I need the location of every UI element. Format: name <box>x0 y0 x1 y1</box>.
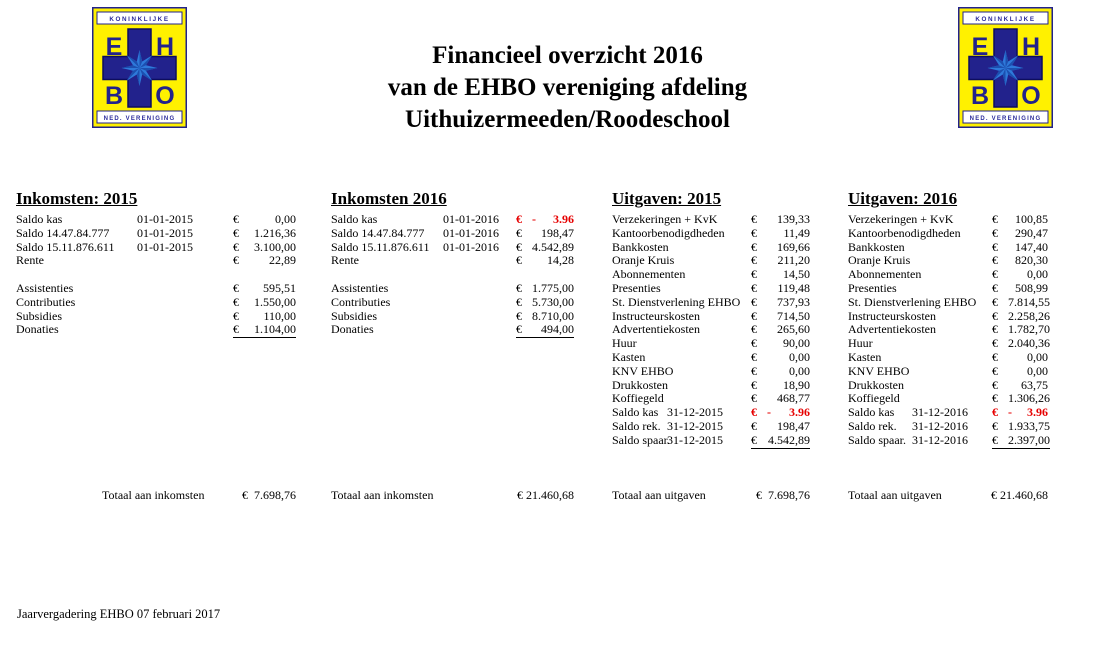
row-label: Oranje Kruis <box>848 253 911 268</box>
ehbo-logo-right <box>958 7 1053 128</box>
row-label: Contributies <box>331 294 391 309</box>
table-row <box>612 337 810 351</box>
row-value: 0,00 <box>1027 267 1048 282</box>
row-label: Verzekeringen + KvK <box>848 212 954 226</box>
table-row <box>612 434 810 448</box>
currency-symbol: € <box>992 212 998 226</box>
table-row <box>612 365 810 379</box>
table-row <box>16 310 296 324</box>
total-value: € 21.460,68 <box>517 488 574 502</box>
row-label: KNV EHBO <box>848 363 910 378</box>
row-value: 8.710,00 <box>532 308 574 323</box>
table-row <box>848 365 1048 379</box>
table-row <box>331 323 574 337</box>
currency-symbol: € <box>751 308 757 323</box>
table-row <box>331 241 574 255</box>
minus-sign: - <box>767 405 771 420</box>
currency-symbol: € <box>516 308 522 323</box>
row-value: 508,99 <box>1015 280 1048 295</box>
row-label: Instructeurskosten <box>848 308 936 323</box>
row-value: 0,00 <box>789 349 810 364</box>
minus-sign: - <box>1008 405 1012 420</box>
row-value: 198,47 <box>777 418 810 433</box>
row-label: Saldo kas <box>612 405 659 420</box>
row-value: 2.258,26 <box>1008 308 1050 323</box>
row-label: Verzekeringen + KvK <box>612 212 718 226</box>
column-inkomsten-2016 <box>331 189 574 502</box>
row-label: Koffiegeld <box>848 391 900 406</box>
column-header: Uitgaven: 2015 <box>612 189 722 208</box>
row-value: 737,93 <box>777 294 810 309</box>
row-value: 22,89 <box>269 253 296 268</box>
row-value: 1.775,00 <box>532 280 574 295</box>
row-label: Saldo spaar. <box>612 432 670 447</box>
row-label: Saldo kas <box>331 212 378 226</box>
row-label: Koffiegeld <box>612 391 664 406</box>
table-row <box>612 268 810 282</box>
row-value: 0,00 <box>1027 349 1048 364</box>
row-label: Subsidies <box>16 308 63 323</box>
row-label: Saldo 15.11.876.611 <box>331 239 430 254</box>
currency-symbol: € <box>516 239 522 254</box>
logo-letter-b: B <box>970 82 990 110</box>
spacer-row <box>331 268 574 282</box>
currency-symbol: € <box>751 391 757 406</box>
row-label: Saldo rek. <box>612 418 661 433</box>
row-value: 1.933,75 <box>1008 418 1050 433</box>
table-row <box>612 323 810 337</box>
currency-symbol: € <box>516 253 522 268</box>
row-value: 4.542,89 <box>768 432 810 447</box>
table-row <box>848 323 1048 337</box>
logo-letter-o: O <box>1021 82 1041 110</box>
table-row <box>848 379 1048 393</box>
table-row <box>331 227 574 241</box>
table-row <box>848 227 1048 241</box>
table-row <box>612 254 810 268</box>
row-label: Advertentiekosten <box>612 322 700 337</box>
row-label: Donaties <box>331 322 374 337</box>
row-label: St. Dienstverlening EHBO <box>612 294 741 309</box>
row-value: 1.550,00 <box>254 294 296 309</box>
row-label: Drukkosten <box>612 377 668 392</box>
row-label: Rente <box>16 253 44 268</box>
table-row <box>848 420 1048 434</box>
table-row <box>612 406 810 420</box>
column-inkomsten-2015 <box>16 189 296 502</box>
minus-sign: - <box>532 212 536 226</box>
table-row <box>331 282 574 296</box>
total-row <box>331 488 574 502</box>
currency-symbol: € <box>516 212 522 226</box>
total-label: Totaal aan inkomsten <box>331 488 434 502</box>
row-label: Saldo 14.47.84.777 <box>331 225 425 240</box>
column-header: Inkomsten 2016 <box>331 189 447 208</box>
row-value: 1.104,00 <box>249 323 296 338</box>
currency-symbol: € <box>751 405 757 420</box>
row-value: 714,50 <box>777 308 810 323</box>
table-row <box>848 254 1048 268</box>
row-value: 18,90 <box>783 377 810 392</box>
currency-symbol: € <box>992 253 998 268</box>
row-value: 0,00 <box>789 363 810 378</box>
row-value <box>1008 406 1048 420</box>
table-row <box>16 296 296 310</box>
row-date: 01-01-2016 <box>443 239 499 254</box>
row-value: 0,00 <box>275 212 296 226</box>
currency-symbol: € <box>233 323 249 338</box>
table-row <box>848 241 1048 255</box>
currency-symbol: € <box>751 434 767 449</box>
table-row <box>16 254 296 268</box>
currency-symbol: € <box>751 377 757 392</box>
row-value: 63,75 <box>1021 377 1048 392</box>
table-row <box>331 254 574 268</box>
row-label: Saldo rek. <box>848 418 897 433</box>
row-label: Assistenties <box>331 280 389 295</box>
currency-symbol: € <box>992 391 998 406</box>
row-value: 11,49 <box>783 225 810 240</box>
currency-symbol: € <box>992 308 998 323</box>
currency-symbol: € <box>233 212 239 226</box>
row-date: 31-12-2016 <box>912 418 968 433</box>
row-value: 3.100,00 <box>254 239 296 254</box>
total-row <box>16 488 296 502</box>
total-value: € 7.698,76 <box>756 488 810 502</box>
row-date: 01-01-2015 <box>137 225 193 240</box>
table-row <box>848 392 1048 406</box>
row-label: Advertentiekosten <box>848 322 936 337</box>
page-title-line-1: Financieel overzicht 2016 <box>432 42 703 69</box>
row-value: 100,85 <box>1015 212 1048 226</box>
currency-symbol: € <box>992 349 998 364</box>
row-value: 139,33 <box>777 212 810 226</box>
currency-symbol: € <box>751 363 757 378</box>
currency-symbol: € <box>751 253 757 268</box>
currency-symbol: € <box>751 418 757 433</box>
row-label: Donaties <box>16 322 59 337</box>
total-value: € 21.460,68 <box>991 488 1048 502</box>
currency-symbol: € <box>992 294 998 309</box>
logo-letter-e: E <box>971 33 989 61</box>
row-label: Abonnementen <box>612 267 686 282</box>
table-row <box>612 296 810 310</box>
currency-symbol: € <box>516 225 522 240</box>
currency-symbol: € <box>992 363 998 378</box>
table-row <box>612 213 810 227</box>
logo-letter-e: E <box>105 33 123 61</box>
logo-letter-b: B <box>104 82 124 110</box>
currency-symbol: € <box>233 294 239 309</box>
column-header: Inkomsten: 2015 <box>16 189 138 208</box>
currency-symbol: € <box>233 253 239 268</box>
table-row <box>331 310 574 324</box>
row-value-number: 3.96 <box>789 405 810 420</box>
table-row <box>16 323 296 337</box>
row-value: 494,00 <box>532 323 574 338</box>
page-title-line-3: Uithuizermeeden/Roodeschool <box>405 106 730 133</box>
currency-symbol: € <box>992 239 998 254</box>
row-date: 01-01-2015 <box>137 239 193 254</box>
currency-symbol: € <box>751 280 757 295</box>
row-value: 5.730,00 <box>532 294 574 309</box>
currency-symbol: € <box>751 322 757 337</box>
column-uitgaven-2016 <box>848 189 1050 502</box>
row-value: 1.306,26 <box>1008 391 1050 406</box>
total-label: Totaal aan inkomsten <box>102 488 205 502</box>
table-row <box>331 213 574 227</box>
table-row <box>848 282 1048 296</box>
row-date: 01-01-2016 <box>443 225 499 240</box>
row-label: Presenties <box>848 280 897 295</box>
row-label: Assistenties <box>16 280 74 295</box>
row-value: 468,77 <box>777 391 810 406</box>
row-value: 0,00 <box>1027 363 1048 378</box>
row-value-number: 3.96 <box>1027 405 1048 420</box>
row-value: 14,28 <box>547 253 574 268</box>
spacer-row <box>16 268 296 282</box>
table-row <box>848 296 1048 310</box>
total-label: Totaal aan uitgaven <box>612 488 706 502</box>
currency-symbol: € <box>992 434 1008 449</box>
table-row <box>848 351 1048 365</box>
table-row <box>848 434 1048 448</box>
row-label: Saldo 15.11.876.611 <box>16 239 115 254</box>
currency-symbol: € <box>992 336 998 351</box>
row-value: 169,66 <box>777 239 810 254</box>
logo-letter-o: O <box>155 82 175 110</box>
ehbo-logo-icon <box>92 7 187 128</box>
currency-symbol: € <box>516 323 532 338</box>
row-label: Huur <box>612 336 637 351</box>
table-row <box>16 213 296 227</box>
currency-symbol: € <box>992 377 998 392</box>
currency-symbol: € <box>751 267 757 282</box>
logo-top-band-text: KONINKLIJKE <box>975 16 1036 23</box>
row-value: 198,47 <box>541 225 574 240</box>
row-date: 01-01-2016 <box>443 212 499 226</box>
table-row <box>16 241 296 255</box>
column-header: Uitgaven: 2016 <box>848 189 958 208</box>
currency-symbol: € <box>233 225 239 240</box>
row-date: 31-12-2015 <box>667 405 723 420</box>
currency-symbol: € <box>751 239 757 254</box>
row-value: 1.782,70 <box>1008 322 1050 337</box>
row-value: 110,00 <box>263 308 296 323</box>
row-label: Subsidies <box>331 308 378 323</box>
row-label: Kantoorbenodigdheden <box>848 225 961 240</box>
row-value: 265,60 <box>777 322 810 337</box>
row-value: 147,40 <box>1015 239 1048 254</box>
row-label: Saldo spaar. <box>848 432 906 447</box>
row-date: 01-01-2015 <box>137 212 193 226</box>
row-value: 595,51 <box>263 280 296 295</box>
total-label: Totaal aan uitgaven <box>848 488 942 502</box>
row-value: 211,20 <box>777 253 810 268</box>
table-row <box>612 282 810 296</box>
row-value: 90,00 <box>783 336 810 351</box>
currency-symbol: € <box>516 280 522 295</box>
table-row <box>612 379 810 393</box>
row-value: 290,47 <box>1015 225 1048 240</box>
row-value <box>532 213 574 227</box>
currency-symbol: € <box>233 308 239 323</box>
currency-symbol: € <box>751 225 757 240</box>
logo-letter-h: H <box>1021 33 1041 61</box>
table-row <box>848 268 1048 282</box>
total-row <box>848 488 1048 502</box>
currency-symbol: € <box>992 225 998 240</box>
table-row <box>612 351 810 365</box>
currency-symbol: € <box>992 405 998 420</box>
row-label: Drukkosten <box>848 377 904 392</box>
total-value: € 7.698,76 <box>242 488 296 502</box>
currency-symbol: € <box>751 294 757 309</box>
row-value: 14,50 <box>783 267 810 282</box>
logo-bottom-band-text: NED. VERENIGING <box>103 116 176 122</box>
row-label: Saldo kas <box>848 405 895 420</box>
logo-top-band-text: KONINKLIJKE <box>109 16 170 23</box>
row-value: 2.040,36 <box>1008 336 1050 351</box>
row-value: 2.397,00 <box>1008 432 1050 447</box>
row-value: 119,48 <box>777 280 810 295</box>
row-value: 820,30 <box>1015 253 1048 268</box>
row-label: KNV EHBO <box>612 363 674 378</box>
row-label: Bankkosten <box>848 239 905 254</box>
table-row <box>612 392 810 406</box>
currency-symbol: € <box>233 239 239 254</box>
logo-letter-h: H <box>155 33 175 61</box>
currency-symbol: € <box>992 280 998 295</box>
row-label: Rente <box>331 253 359 268</box>
table-row <box>848 213 1048 227</box>
row-value: 7.814,55 <box>1008 294 1050 309</box>
row-label: St. Dienstverlening EHBO <box>848 294 977 309</box>
row-date: 31-12-2016 <box>912 405 968 420</box>
row-label: Kantoorbenodigdheden <box>612 225 725 240</box>
ehbo-logo-left <box>92 7 187 128</box>
currency-symbol: € <box>751 336 757 351</box>
row-date: 31-12-2016 <box>912 432 968 447</box>
currency-symbol: € <box>992 267 998 282</box>
ehbo-logo-icon <box>958 7 1053 128</box>
table-row <box>612 241 810 255</box>
row-date: 31-12-2015 <box>667 432 723 447</box>
row-value: 4.542,89 <box>532 239 574 254</box>
table-row <box>331 296 574 310</box>
row-label: Instructeurskosten <box>612 308 700 323</box>
table-row <box>848 406 1048 420</box>
currency-symbol: € <box>516 294 522 309</box>
row-date: 31-12-2015 <box>667 418 723 433</box>
currency-symbol: € <box>751 212 757 226</box>
row-label: Saldo kas <box>16 212 63 226</box>
row-label: Contributies <box>16 294 76 309</box>
column-uitgaven-2015 <box>612 189 810 502</box>
table-row <box>848 337 1048 351</box>
row-label: Huur <box>848 336 873 351</box>
row-label: Bankkosten <box>612 239 669 254</box>
row-label: Saldo 14.47.84.777 <box>16 225 110 240</box>
table-row <box>612 227 810 241</box>
table-row <box>612 310 810 324</box>
table-row <box>848 310 1048 324</box>
row-value-number: 3.96 <box>553 212 574 226</box>
currency-symbol: € <box>233 280 239 295</box>
row-label: Kasten <box>612 349 646 364</box>
row-label: Oranje Kruis <box>612 253 675 268</box>
row-value: 1.216,36 <box>254 225 296 240</box>
currency-symbol: € <box>992 418 998 433</box>
row-value <box>767 406 810 420</box>
row-label: Kasten <box>848 349 882 364</box>
logo-bottom-band-text: NED. VERENIGING <box>969 116 1042 122</box>
page-title <box>285 40 850 136</box>
footer-note: Jaarvergadering EHBO 07 februari 2017 <box>17 607 221 621</box>
currency-symbol: € <box>751 349 757 364</box>
row-label: Presenties <box>612 280 661 295</box>
row-label: Abonnementen <box>848 267 922 282</box>
table-row <box>612 420 810 434</box>
total-row <box>612 488 810 502</box>
table-row <box>16 282 296 296</box>
table-row <box>16 227 296 241</box>
currency-symbol: € <box>992 322 998 337</box>
page-title-line-2: van de EHBO vereniging afdeling <box>387 74 748 101</box>
